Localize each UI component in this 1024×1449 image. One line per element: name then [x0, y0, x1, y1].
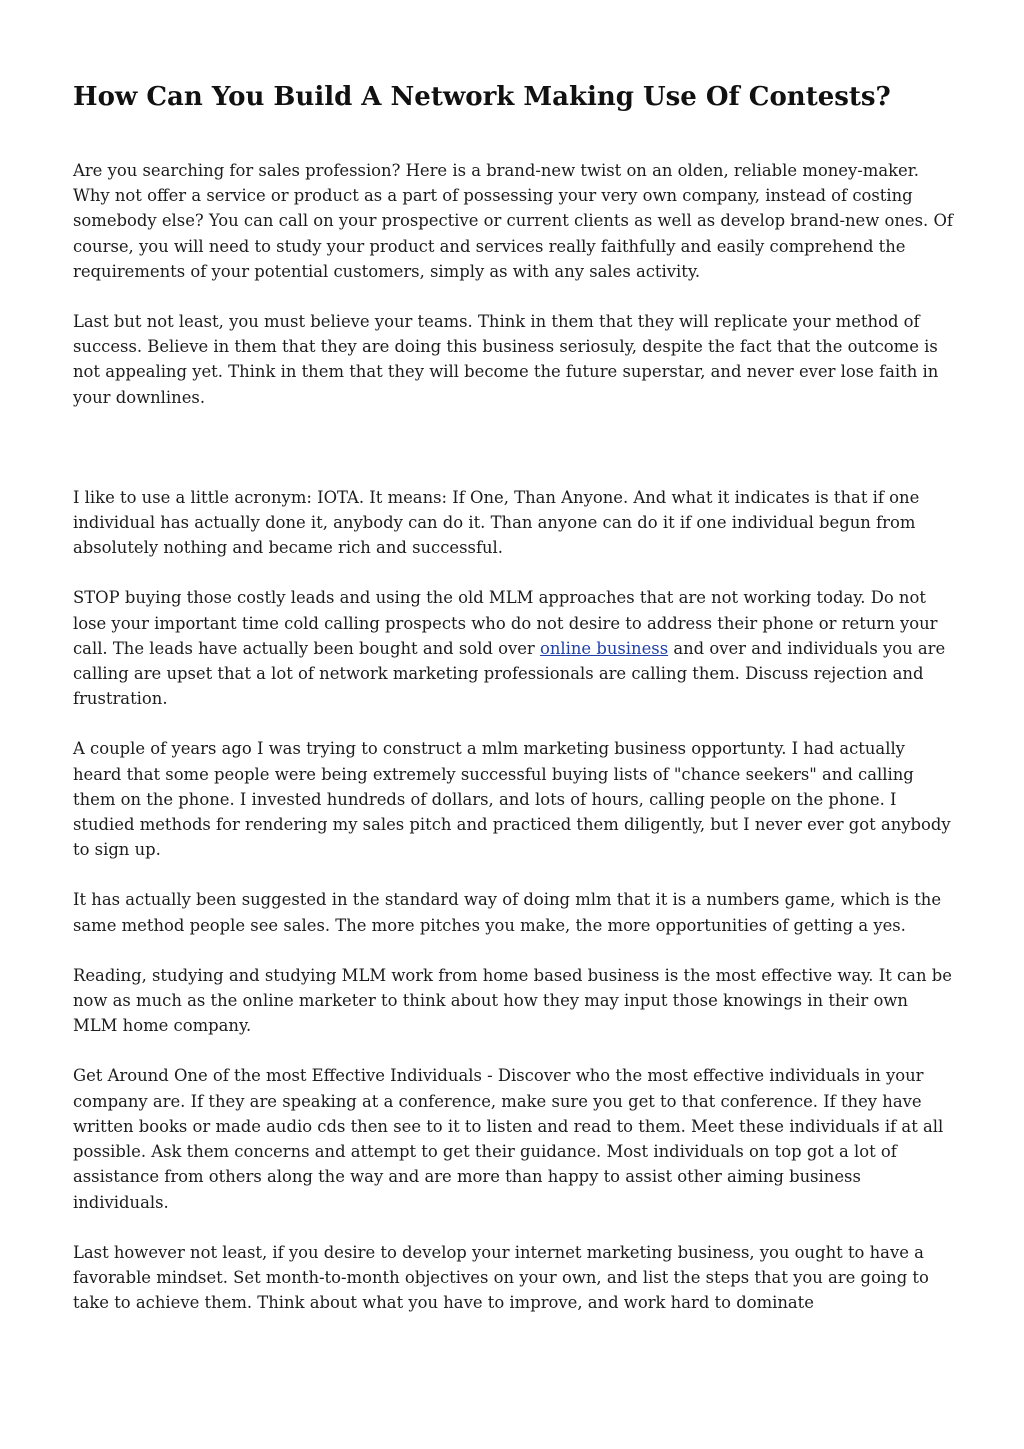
paragraph-text-segment: and over and individuals you are calling are upset that a lot of network marketing professionals are calling them. Discuss rejection and frustration.	[73, 638, 946, 709]
paragraph-iota-acronym: I like to use a little acronym: IOTA. It means: If One, Than Anyone. And what it indicates is that if one individual has actually done it, anybody can do it. Than anyone can do it if one individual begun from absolutely nothing and became rich and successful.	[73, 487, 920, 558]
paragraph-text-segment: STOP buying those costly leads and using the old MLM approaches that are not working today. Do not lose your important time cold calling prospects who do not desire to address their phone or return your call. The leads have actually been bought and sold over	[73, 588, 938, 658]
paragraph-couple-years-ago: A couple of years ago I was trying to construct a mlm marketing business opportunty. I had actually heard that some people were being extremely successful buying lists of "chance seekers" and calling them on the phone. I invested hundreds of dollars, and lots of hours, calling people on the phone. I studied methods for rendering my sales pitch and practiced them diligently, but I never ever got anybody to sign up.	[73, 739, 951, 860]
paragraph-reading-studying: Reading, studying and studying MLM work from home based business is the most effective way. It can be now as much as the online marketer to think about how they may input those knowings in their own MLM home company.	[73, 965, 952, 1036]
paragraph-favorable-mindset: Last however not least, if you desire to develop your internet marketing business, you ought to have a favorable mindset. Set month-to-month objectives on your own, and list the steps that you are going to take to achieve them. Think about what you have to improve, and work hard to dominate	[73, 1242, 929, 1313]
paragraph-sales-profession: Are you searching for sales profession? Here is a brand-new twist on an olden, reliable money-maker. Why not offer a service or product as a part of possessing your very own company, instead of costing somebody else? You can call on your prospective or current clients as well as develop brand-new ones. Of course, you will need to study your product and services really faithfully and easily comprehend the requirements of your potential customers, simply as with any sales activity.	[73, 161, 953, 281]
document-page	[73, 78, 953, 1315]
paragraph-stop-buying-leads	[73, 585, 953, 711]
paragraph-numbers-game: It has actually been suggested in the standard way of doing mlm that it is a numbers game, which is the same method people see sales. The more pitches you make, the more opportunities of getting a yes.	[73, 890, 942, 935]
paragraph-effective-individuals: Get Around One of the most Effective Individuals - Discover who the most effective individuals in your company are. If they are speaking at a conference, make sure you get to that conference. If they have written books or made audio cds then see to it to listen and read to them. Meet these individuals if at all possible. Ask them concerns and attempt to get their guidance. Most individuals on top got a lot of assistance from others along the way and are more than happy to assist other aiming business individuals.	[73, 1066, 944, 1212]
page-title: How Can You Build A Network Making Use Of Contests?	[73, 82, 891, 112]
paragraph-believe-teams: Last but not least, you must believe your teams. Think in them that they will replicate your method of success. Believe in them that they are doing this business seriosuly, despite the fact that the outcome is not appealing yet. Think in them that they will become the future superstar, and never ever lose faith in your downlines.	[73, 312, 939, 407]
online-business-link[interactable]: online business	[539, 638, 669, 658]
